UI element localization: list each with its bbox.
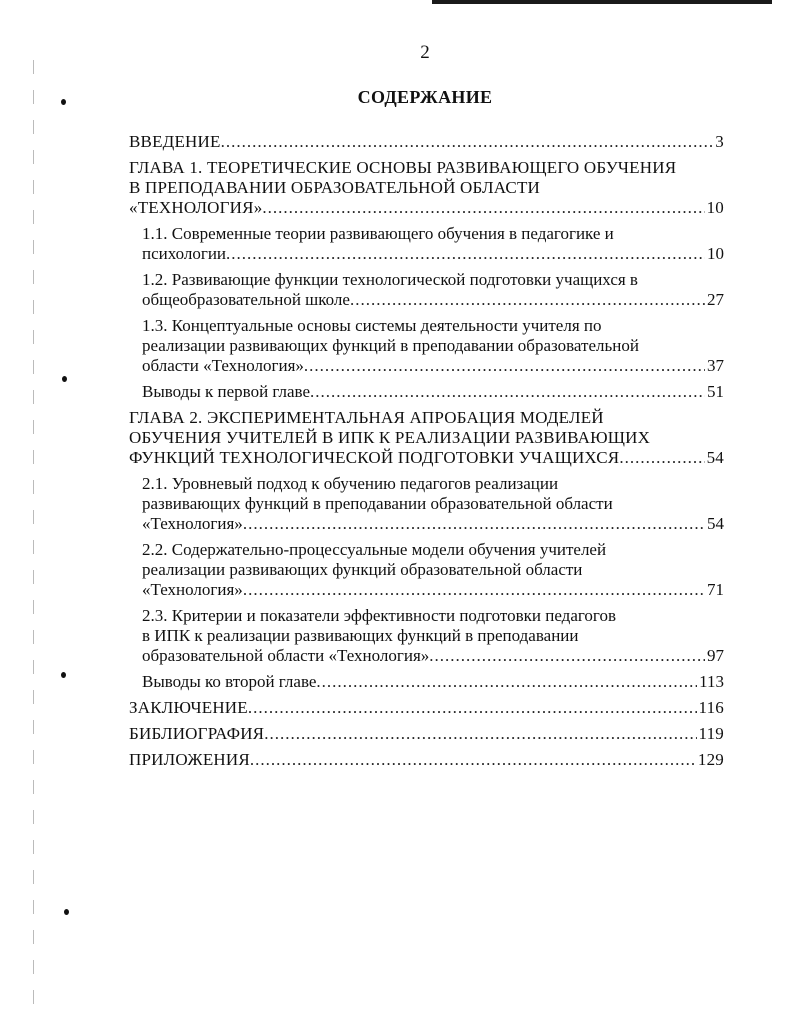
dot-leader: [243, 514, 705, 534]
dot-leader: [316, 672, 697, 692]
toc-entry-line: 1.1. Современные теории развивающего обучения в педагогике и: [142, 224, 614, 243]
page-number: 2: [420, 42, 430, 63]
toc-chapter-entry[interactable]: [129, 698, 724, 718]
dot-leader: [221, 132, 714, 152]
toc-entry-line: ГЛАВА 1. ТЕОРЕТИЧЕСКИЕ ОСНОВЫ РАЗВИВАЮЩЕГО ОБУЧЕНИЯ: [129, 158, 677, 177]
toc-page-number: 119: [698, 724, 724, 743]
toc-page-number: 37: [707, 356, 724, 375]
toc-page-number: 27: [707, 290, 724, 309]
toc-entry-text: Выводы ко второй главе: [142, 672, 317, 691]
toc-page-number: 54: [706, 448, 724, 467]
toc-page-number: 54: [707, 514, 724, 533]
scan-speck: [64, 909, 69, 915]
scan-speck: [61, 672, 66, 678]
toc-entry-line: ГЛАВА 2. ЭКСПЕРИМЕНТАЛЬНАЯ АПРОБАЦИЯ МОДЕЛЕЙ: [129, 408, 604, 427]
toc-page-number: 51: [707, 382, 724, 401]
toc-entry-text: ЗАКЛЮЧЕНИЕ: [129, 698, 248, 717]
toc-section-entry[interactable]: [129, 540, 724, 600]
toc-chapter-entry[interactable]: [129, 724, 724, 744]
toc-entry-text: ФУНКЦИЙ ТЕХНОЛОГИЧЕСКОЙ ПОДГОТОВКИ УЧАЩИХСЯ: [129, 448, 620, 467]
toc-section-entry[interactable]: [129, 316, 724, 376]
dot-leader: [619, 448, 704, 468]
toc-section-entry[interactable]: [129, 672, 724, 692]
toc-entry-line: 1.3. Концептуальные основы системы деятельности учителя по: [142, 316, 602, 335]
toc-page-number: 10: [707, 244, 724, 263]
scan-margin-line: [33, 60, 34, 1020]
toc-section-entry[interactable]: [129, 382, 724, 402]
toc-section-entry[interactable]: [129, 224, 724, 264]
toc-chapter-entry[interactable]: [129, 750, 724, 770]
dot-leader: [250, 750, 696, 770]
toc-entry-line: 1.2. Развивающие функции технологической подготовки учащихся в: [142, 270, 638, 289]
dot-leader: [248, 698, 697, 718]
toc-entry-text: общеобразовательной школе: [142, 290, 350, 309]
toc-page-number: 3: [715, 132, 724, 151]
dot-leader: [262, 198, 704, 218]
top-border-line: [432, 0, 772, 4]
dot-leader: [310, 382, 705, 402]
toc-page-number: 10: [706, 198, 724, 217]
toc-chapter-entry[interactable]: [129, 408, 724, 468]
table-of-contents: [129, 132, 724, 776]
dot-leader: [264, 724, 696, 744]
toc-page-number: 116: [698, 698, 724, 717]
toc-entry-line: ОБУЧЕНИЯ УЧИТЕЛЕЙ В ИПК К РЕАЛИЗАЦИИ РАЗВИВАЮЩИХ: [129, 428, 651, 447]
toc-entry-line: 2.1. Уровневый подход к обучению педагогов реализации: [142, 474, 559, 493]
toc-entry-text: «Технология»: [142, 580, 243, 599]
toc-entry-text: БИБЛИОГРАФИЯ: [129, 724, 265, 743]
toc-entry-text: «ТЕХНОЛОГИЯ»: [129, 198, 263, 217]
toc-entry-line: в ИПК к реализации развивающих функций в преподавании: [142, 626, 579, 645]
scan-speck: [62, 376, 67, 382]
toc-chapter-entry[interactable]: [129, 132, 724, 152]
toc-entry-text: ВВЕДЕНИЕ: [129, 132, 221, 151]
dot-leader: [304, 356, 705, 376]
toc-section-entry[interactable]: [129, 474, 724, 534]
toc-entry-line: развивающих функций в преподавании образовательной области: [142, 494, 613, 513]
toc-entry-text: психологии: [142, 244, 227, 263]
toc-page-number: 97: [707, 646, 724, 665]
toc-entry-text: «Технология»: [142, 514, 243, 533]
toc-page-number: 129: [697, 750, 724, 769]
toc-entry-line: 2.2. Содержательно-процессуальные модели обучения учителей: [142, 540, 607, 559]
dot-leader: [243, 580, 705, 600]
dot-leader: [350, 290, 705, 310]
dot-leader: [226, 244, 705, 264]
toc-entry-text: образовательной области «Технология»: [142, 646, 430, 665]
toc-entry-text: Выводы к первой главе: [142, 382, 311, 401]
toc-section-entry[interactable]: [129, 270, 724, 310]
toc-entry-line: 2.3. Критерии и показатели эффективности подготовки педагогов: [142, 606, 616, 625]
page-title: СОДЕРЖАНИЕ: [357, 87, 493, 107]
dot-leader: [429, 646, 705, 666]
toc-page-number: 113: [699, 672, 724, 691]
toc-entry-line: В ПРЕПОДАВАНИИ ОБРАЗОВАТЕЛЬНОЙ ОБЛАСТИ: [129, 178, 541, 197]
toc-section-entry[interactable]: [129, 606, 724, 666]
toc-entry-text: области «Технология»: [142, 356, 304, 375]
toc-entry-text: ПРИЛОЖЕНИЯ: [129, 750, 250, 769]
toc-page-number: 71: [707, 580, 724, 599]
toc-chapter-entry[interactable]: [129, 158, 724, 218]
toc-entry-line: реализации развивающих функций в преподавании образовательной: [142, 336, 639, 355]
toc-entry-line: реализации развивающих функций образовательной области: [142, 560, 583, 579]
